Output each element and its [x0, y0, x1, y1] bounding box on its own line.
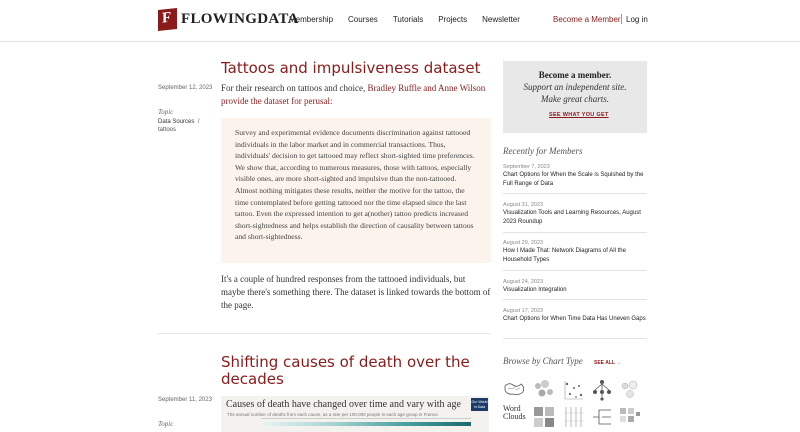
tree-icon[interactable]	[590, 405, 614, 429]
post-category: Data Sources /	[158, 119, 200, 125]
logo-text: FLOWINGDATA	[181, 11, 299, 27]
post-outro: It's a couple of hundred responses from the tattooed individuals, but maybe there's something there. The dataset is linked towards the bottom of the page.	[221, 274, 491, 310]
recent-divider	[503, 193, 647, 194]
recent-title[interactable]: Visualization Tools and Learning Resources, August 2023 Roundup	[503, 210, 641, 225]
source-link[interactable]: Bradley Ruffle and Anne Wilson provide the dataset for perusal:	[221, 83, 486, 106]
recent-divider	[503, 299, 647, 300]
topic-label: Topic	[158, 420, 174, 428]
logo-mark-icon	[158, 8, 177, 31]
recent-title[interactable]: Chart Options for When Time Data Has Uneven Gaps	[503, 316, 646, 322]
site-logo[interactable]	[158, 9, 299, 30]
recent-item[interactable]	[503, 239, 647, 265]
bubbles-icon[interactable]	[618, 378, 642, 402]
recent-date: August 24, 2023	[503, 279, 544, 285]
recent-divider	[503, 270, 647, 271]
recent-title[interactable]: How I Made That: Network Diagrams of All the Household Types	[503, 248, 626, 263]
recent-date: September 7, 2023	[503, 164, 550, 170]
recent-heading: Recently for Members	[503, 146, 583, 156]
see-all-link[interactable]: SEE ALL →	[594, 360, 622, 366]
recent-divider	[503, 232, 647, 233]
see-what-you-get-link[interactable]: SEE WHAT YOU GET	[549, 112, 609, 118]
network-icon[interactable]	[590, 378, 614, 402]
grid-icon[interactable]	[532, 405, 556, 429]
squares-icon[interactable]	[618, 405, 642, 429]
recent-date: August 31, 2023	[503, 202, 544, 208]
logo-mark-letter: F	[162, 9, 172, 27]
post-blockquote	[221, 118, 491, 263]
post-date: September 12, 2023	[158, 85, 213, 91]
main-nav	[289, 15, 520, 24]
intro-text: For their research on tattoos and choice,	[221, 83, 368, 93]
recent-date: August 17, 2023	[503, 308, 544, 314]
post-thumbnail[interactable]	[221, 396, 489, 432]
nav-newsletter[interactable]: Newsletter	[482, 15, 520, 24]
nav-tutorials[interactable]: Tutorials	[392, 15, 424, 24]
recent-item[interactable]	[503, 278, 647, 295]
word-cloud-icon[interactable]	[503, 405, 529, 429]
post-divider	[158, 333, 490, 334]
recent-date: August 29, 2023	[503, 240, 544, 246]
login-link[interactable]: Log in	[626, 15, 648, 24]
recent-divider	[503, 338, 647, 339]
quote-text: Survey and experimental evidence documents discrimination against tattooed individuals in the labor market and in commercial transactions. Thus, individuals' decision to get tattooed may reflect short-sighted time preferences. We show that, according to numerous measures, those with tattoos, especially visible ones, are more short-sighted and impulsive than the non-tattooed. Almost nothing mitigates these results, neither the motive for the tattoo, the time contemplated before getting tattooed nor the time elapsed since the last tattoo. Even the expressed intention to get a(nother) tattoo predicts increased short-sightedness and helps establish the direction of causality between tattoos and short-sightedness.	[235, 128, 475, 242]
nav-projects[interactable]: Projects	[438, 15, 468, 24]
recent-item[interactable]	[503, 201, 647, 227]
recent-title[interactable]: Visualization Integration	[503, 287, 567, 293]
recent-title[interactable]: Chart Options for When the Scale is Squished by the Full Range of Data	[503, 172, 644, 187]
word-cloud-text: Word Clouds	[503, 404, 526, 421]
post-title[interactable]: Tattoos and impulsiveness dataset	[221, 59, 481, 77]
post-title[interactable]: Shifting causes of death over the decades	[221, 353, 470, 388]
thumbnail-axis	[261, 418, 471, 421]
recent-item[interactable]	[503, 163, 647, 189]
nav-courses[interactable]: Courses	[348, 15, 378, 24]
become-member-link[interactable]: Become a Member	[553, 15, 621, 24]
map-icon[interactable]	[503, 378, 527, 402]
dots-icon[interactable]	[562, 378, 586, 402]
member-promo-line: Support an independent site.	[523, 82, 627, 92]
site-header	[0, 0, 800, 42]
member-promo-title: Become a member.	[538, 70, 612, 80]
thumbnail-title: Causes of death have changed over time and vary with age	[226, 399, 461, 410]
scatter-icon[interactable]	[532, 378, 556, 402]
recent-item[interactable]	[503, 307, 647, 324]
thumbnail-subtitle: The annual number of deaths from each cause, as a rate per 100,000 people in each age group in France.	[227, 412, 439, 417]
thumbnail-color-scale	[261, 422, 471, 426]
post-date: September 11, 2023	[158, 397, 212, 403]
nav-membership[interactable]: Membership	[289, 15, 334, 24]
lines-icon[interactable]	[562, 405, 586, 429]
post-intro	[221, 82, 491, 108]
member-promo-box	[503, 61, 647, 133]
category-link[interactable]: Data Sources	[158, 119, 195, 125]
post-tag[interactable]: tattoos	[158, 127, 177, 133]
member-promo-line: Make great charts.	[541, 94, 609, 104]
topic-label: Topic	[158, 108, 174, 116]
nav-divider	[621, 14, 622, 24]
browse-heading: Browse by Chart Type	[503, 356, 583, 366]
owid-badge: Our World in Data	[471, 398, 488, 411]
